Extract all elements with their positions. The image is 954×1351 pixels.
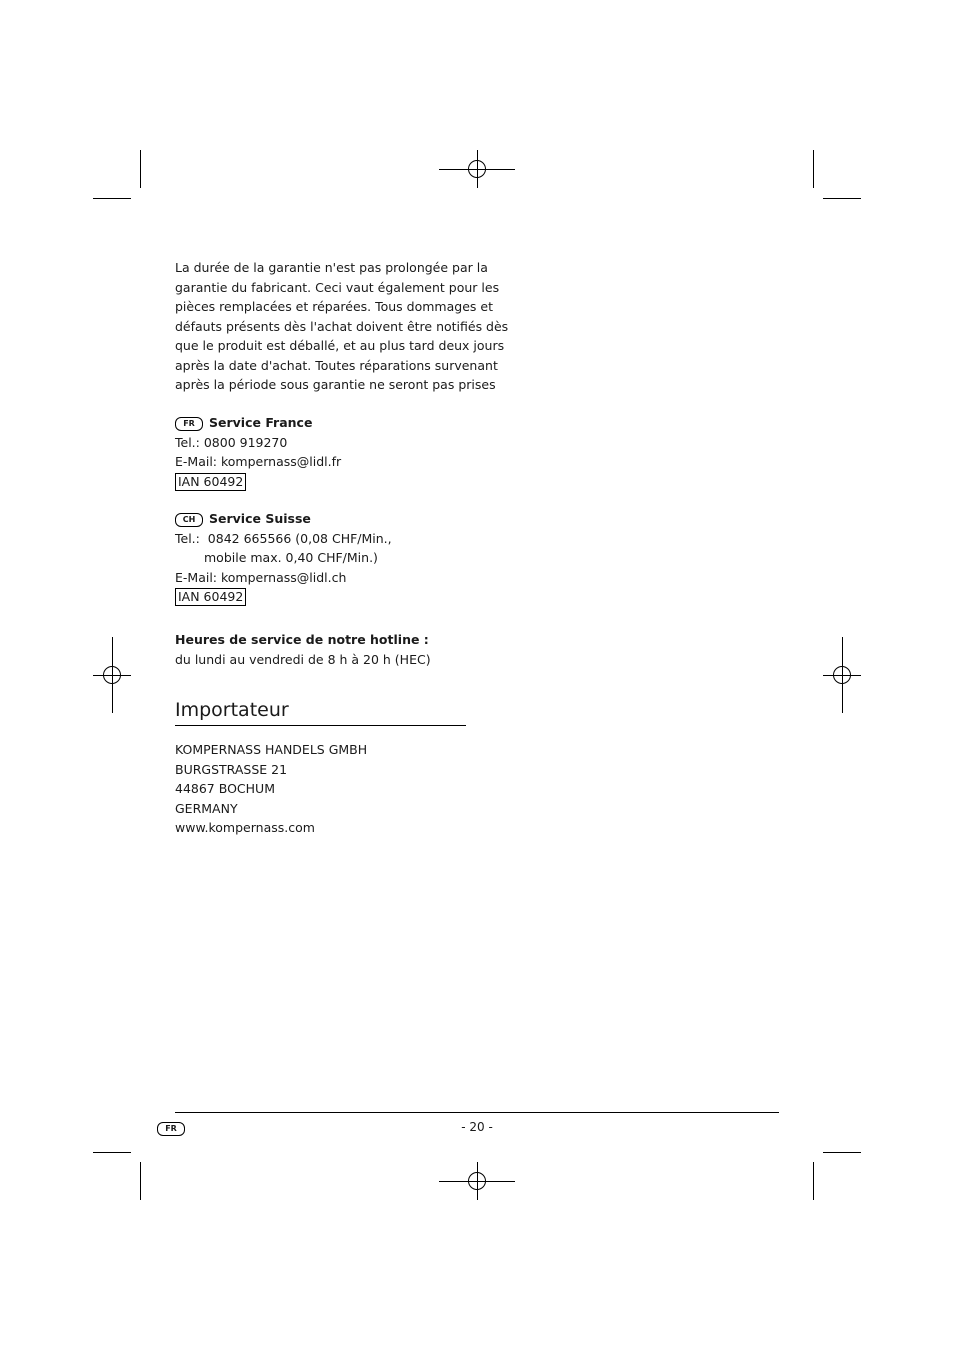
guarantee-line: défauts présents dès l'achat doivent être notifiés dès	[175, 318, 509, 334]
service-france-title: Service France	[209, 415, 313, 430]
hotline-title: Heures de service de notre hotline :	[175, 632, 429, 647]
service-suisse-title: Service Suisse	[209, 511, 311, 526]
service-suisse-ian: IAN 60492	[175, 588, 246, 606]
importer-line: GERMANY	[175, 800, 238, 816]
footer-fr-badge: FR	[157, 1122, 185, 1136]
service-france-email: E-Mail: kompernass@lidl.fr	[175, 454, 342, 469]
service-france-ian: IAN 60492	[175, 473, 246, 491]
page-number: - 20 -	[461, 1120, 493, 1134]
hotline-block	[175, 630, 431, 669]
guarantee-line: après la période sous garantie ne seront pas prises	[175, 377, 496, 392]
importer-heading: Importateur	[175, 697, 466, 726]
guarantee-line: que le produit est déballé, et au plus tard deux jours	[175, 338, 505, 353]
service-suisse-email: E-Mail: kompernass@lidl.ch	[175, 569, 347, 585]
service-france-tel: Tel.: 0800 919270	[175, 434, 288, 450]
guarantee-line: La durée de la garantie n'est pas prolongée par la	[175, 260, 488, 275]
guarantee-paragraph	[175, 258, 509, 395]
importer-address	[175, 740, 367, 838]
importer-line: BURGSTRASSE 21	[175, 761, 288, 777]
guarantee-line: pièces remplacées et réparées. Tous dommages et	[175, 299, 493, 314]
guarantee-line: garantie du fabricant. Ceci vaut également pour les	[175, 279, 500, 295]
ch-country-badge: CH	[175, 513, 203, 527]
fr-country-badge: FR	[175, 417, 203, 431]
footer-rule	[175, 1112, 779, 1113]
importer-line: KOMPERNASS HANDELS GMBH	[175, 742, 368, 757]
importer-line: 44867 BOCHUM	[175, 781, 275, 796]
importer-website: www.kompernass.com	[175, 820, 315, 835]
service-suisse-block	[175, 509, 392, 607]
guarantee-line: après la date d'achat. Toutes réparations survenant	[175, 357, 498, 373]
service-suisse-tel: Tel.: 0842 665566 (0,08 CHF/Min.,	[175, 530, 392, 546]
service-france-block	[175, 413, 341, 491]
service-suisse-tel-mobile: mobile max. 0,40 CHF/Min.)	[204, 550, 378, 565]
hotline-hours: du lundi au vendredi de 8 h à 20 h (HEC)	[175, 651, 431, 667]
